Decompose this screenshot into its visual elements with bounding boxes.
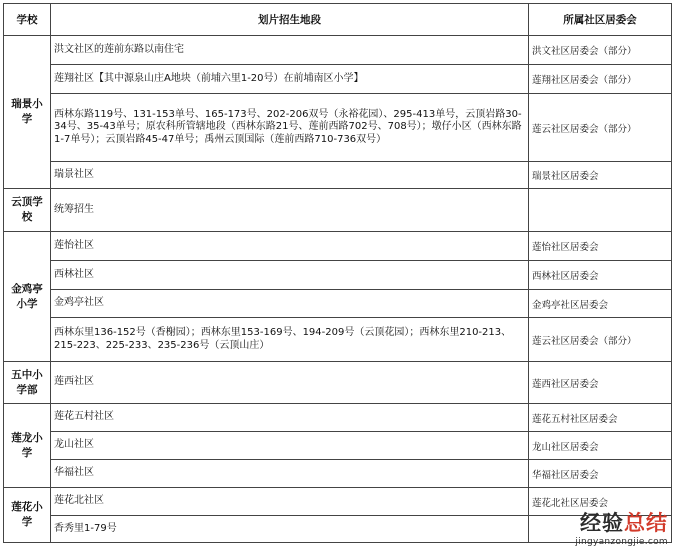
table-row [4,488,672,516]
area-cell: 华福社区 [51,460,529,488]
area-cell: 西林社区 [51,261,529,290]
area-cell: 瑞景社区 [51,162,529,189]
table-header-row [4,4,672,36]
area-cell: 西林东里136-152号（香榭园）；西林东里153-169号、194-209号（云顶花园）；西林东里210-213、215-223、225-233、235-236号（云顶山庄） [51,318,529,362]
area-cell: 金鸡亭社区 [51,290,529,318]
watermark-text-dark: 经验 [580,511,624,535]
committee-cell: 西林社区居委会 [529,261,672,290]
area-cell: 香秀里1-79号 [51,516,529,543]
school-name-jinjiting [4,232,51,362]
committee-cell: 莲云社区居委会（部分） [529,94,672,162]
watermark-text-red: 总结 [624,511,668,535]
table-row [4,432,672,460]
area-cell: 莲花北社区 [51,488,529,516]
header-school: 学校 [4,4,51,36]
table-row [4,318,672,362]
table-row [4,232,672,261]
area-cell: 龙山社区 [51,432,529,460]
watermark-logo [575,507,668,537]
table-row [4,162,672,189]
table-row [4,36,672,65]
committee-cell: 瑞景社区居委会 [529,162,672,189]
area-cell: 洪文社区的莲前东路以南住宅 [51,36,529,65]
committee-cell: 龙山社区居委会 [529,432,672,460]
table-row [4,290,672,318]
school-name-text: 莲龙小学 [11,431,43,459]
school-name-lianhua [4,488,51,543]
school-name-wuzhong [4,362,51,404]
committee-cell: 金鸡亭社区居委会 [529,290,672,318]
committee-cell: 莲翔社区居委会（部分） [529,65,672,94]
area-cell: 莲怡社区 [51,232,529,261]
header-committee: 所属社区居委会 [529,4,672,36]
watermark [575,507,668,547]
school-name-ruijing [4,36,51,189]
committee-cell: 洪文社区居委会（部分） [529,36,672,65]
school-name-lianlong [4,404,51,488]
school-name-text: 莲花小学 [11,501,43,528]
committee-cell: 莲云社区居委会（部分） [529,318,672,362]
watermark-url: jingyanzongjie.com [575,537,668,547]
table-row [4,362,672,404]
area-cell: 西林东路119号、131-153单号、165-173号、202-206双号（永裕花园）、295-413单号，云顶岩路30-34号、35-43单号；原农科所管辖地段（西林东路21号、莲前西路702号、708号）；墩仔小区（西林东路1-7单号）；云顶岩路45-47单号；禹州云顶国际（莲前西路710-736双号） [51,94,529,162]
school-name-text: 云顶学校 [11,196,43,223]
school-name-yunding [4,189,51,232]
school-name-text: 五中小学部 [11,368,43,396]
school-name-text: 瑞景小学 [11,98,43,125]
committee-cell: 莲怡社区居委会 [529,232,672,261]
school-name-text: 金鸡亭小学 [11,282,43,310]
enrollment-zone-table [3,3,672,543]
table-row [4,516,672,543]
area-cell: 莲翔社区【其中源泉山庄A地块（前埔六里1-20号）在前埔南区小学】 [51,65,529,94]
table-row [4,261,672,290]
committee-cell [529,189,672,232]
table-row [4,94,672,162]
table-row [4,404,672,432]
committee-cell: 华福社区居委会 [529,460,672,488]
committee-cell: 莲西社区居委会 [529,362,672,404]
area-cell: 莲西社区 [51,362,529,404]
table-row [4,65,672,94]
committee-cell: 莲花北社区居委会 [529,488,672,516]
area-cell: 莲花五村社区 [51,404,529,432]
area-cell: 统筹招生 [51,189,529,232]
table-row [4,189,672,232]
committee-cell: 莲花五村社区居委会 [529,404,672,432]
table-row [4,460,672,488]
header-area: 划片招生地段 [51,4,529,36]
